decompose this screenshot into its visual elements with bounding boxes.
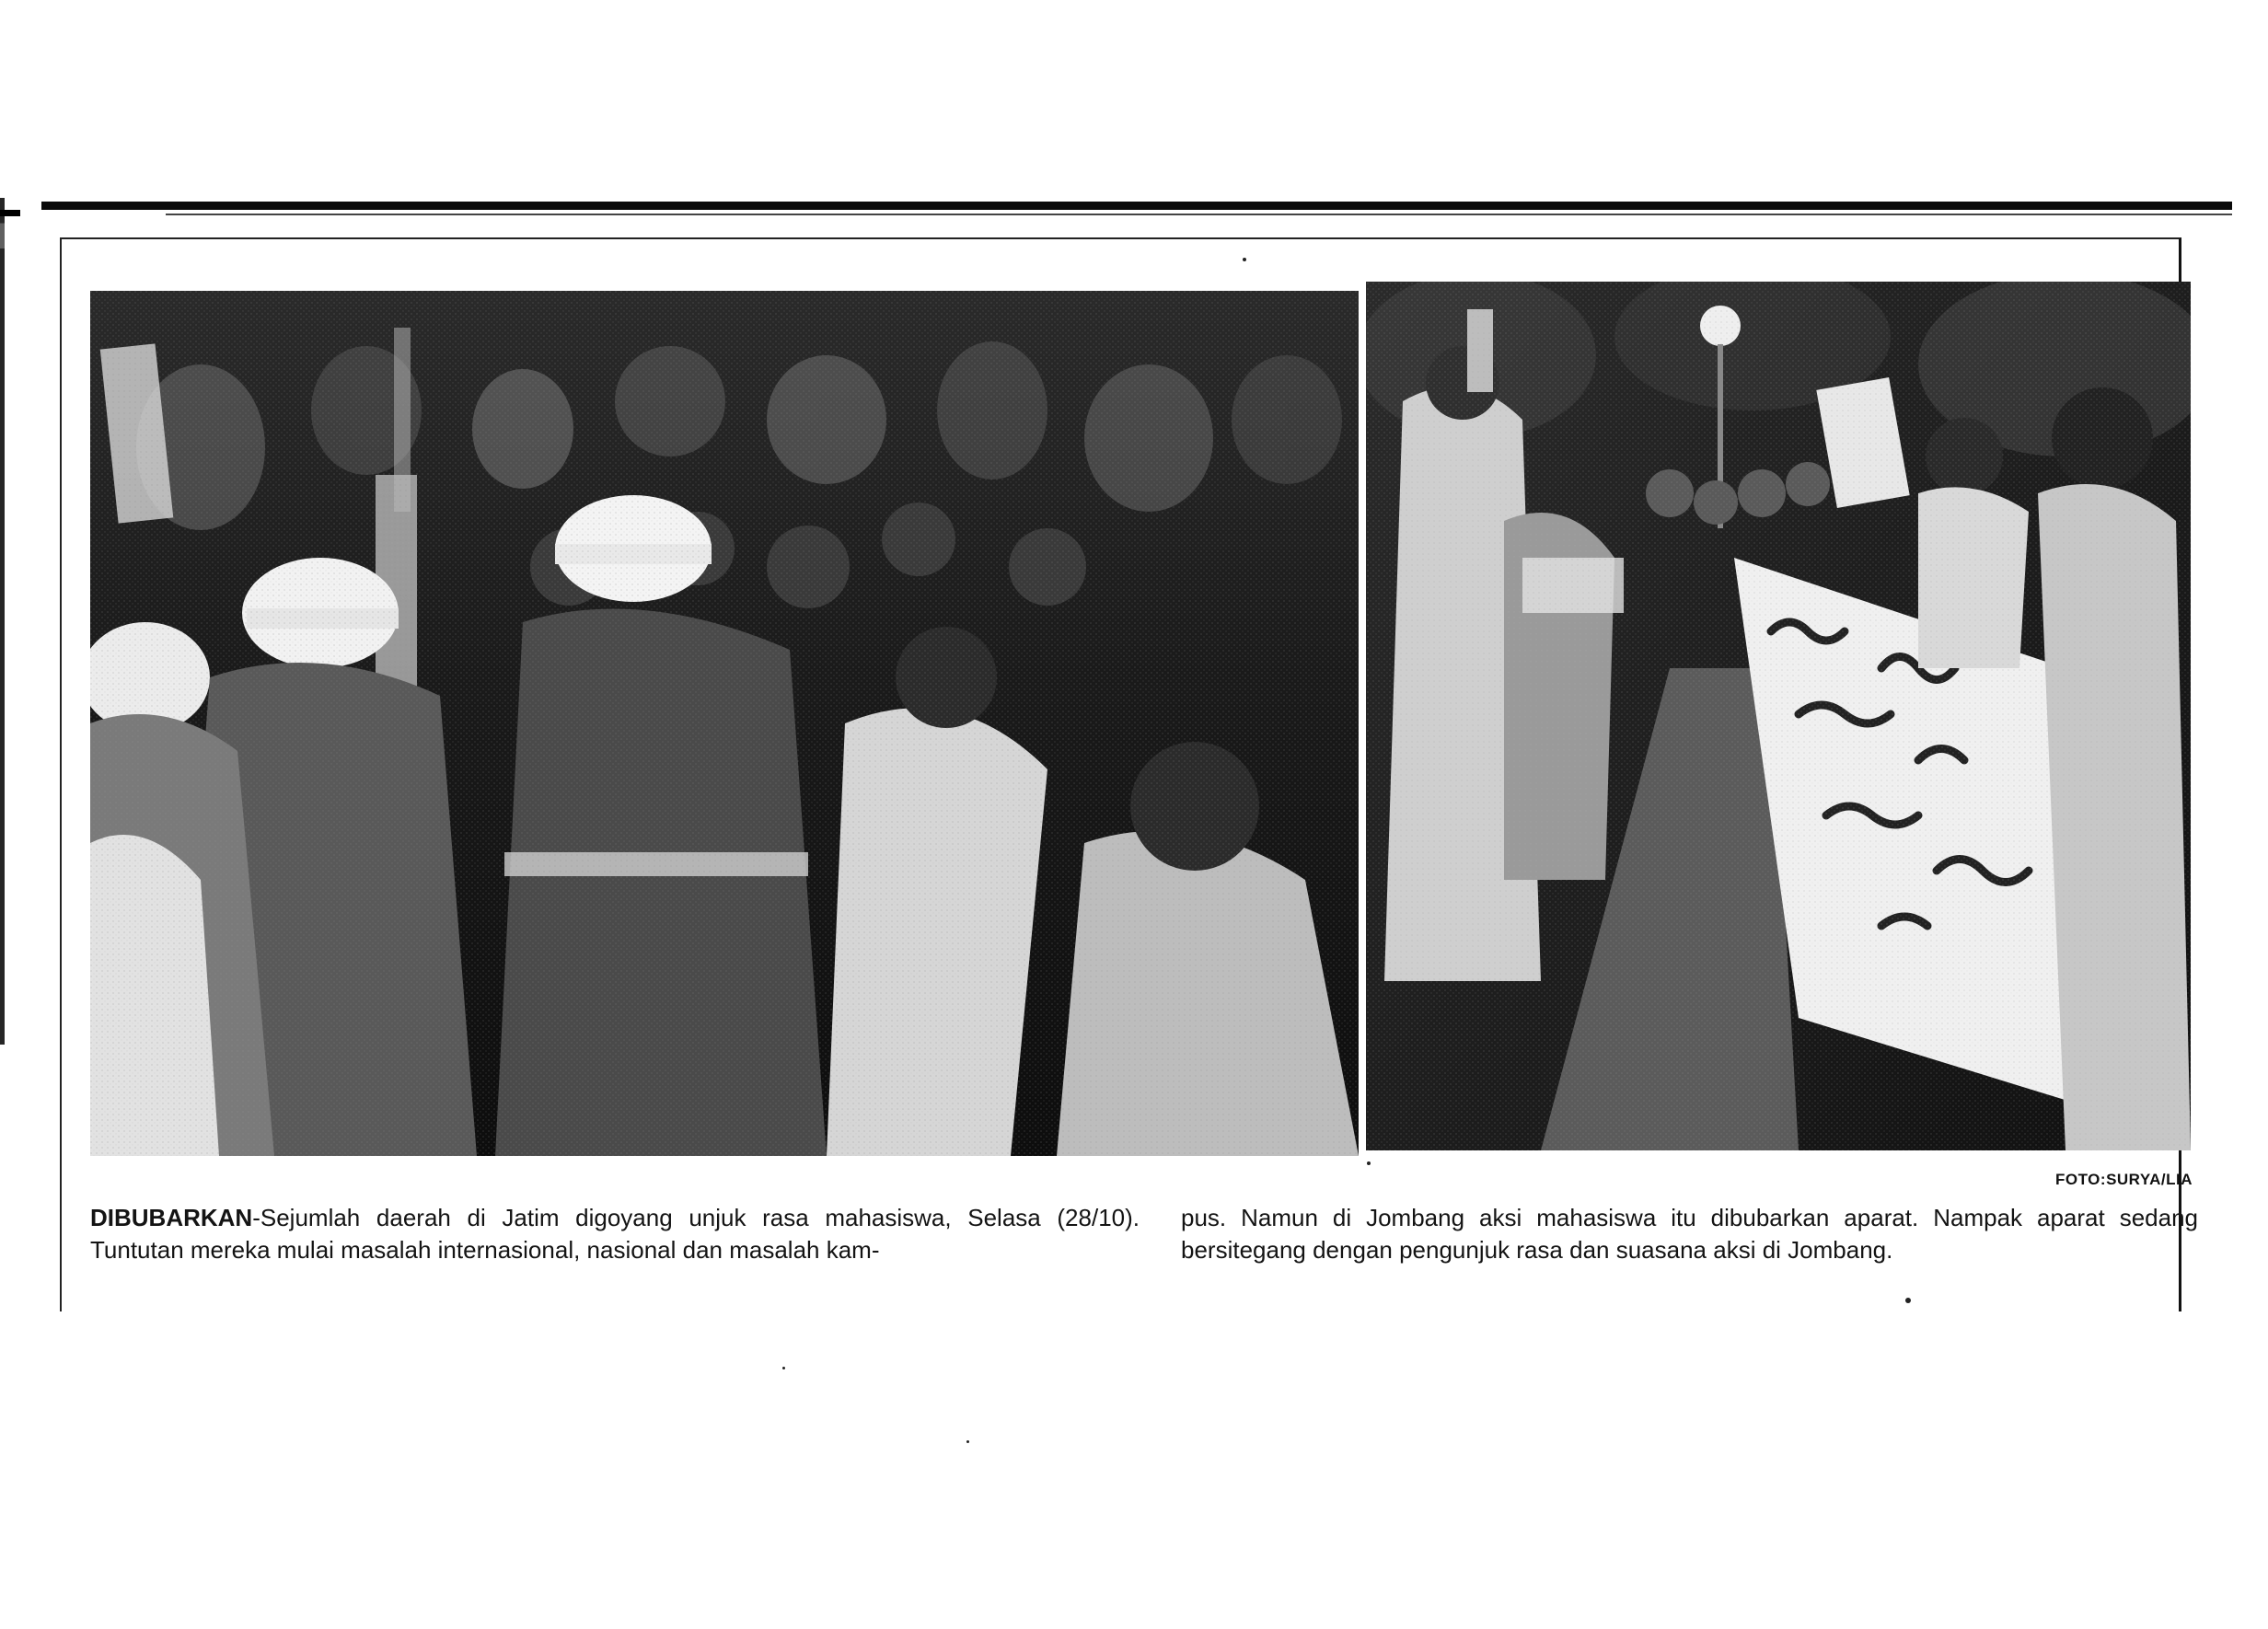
photo-credit: FOTO:SURYA/LIA [2055, 1171, 2193, 1188]
page-top-rule [41, 202, 2232, 210]
speck-mark [1367, 1161, 1371, 1165]
caption-text-left: -Sejumlah daerah di Jatim digoyang unjuk rasa mahasiswa, Selasa (28/10). Tuntutan mereka mulai masalah internasional, nasional dan masalah kam- [90, 1204, 1140, 1264]
speck-mark [782, 1367, 785, 1369]
jombang-protest-banner-photo [1366, 282, 2191, 1150]
students-and-police-clash-photo [90, 291, 1359, 1156]
caption-column-right: pus. Namun di Jombang aksi mahasiswa itu dibubarkan aparat. Nampak aparat sedang bersitegang dengan pengunjuk rasa dan suasana aksi di Jombang. [1181, 1204, 2198, 1264]
scan-edge-shadow [0, 198, 5, 1045]
clash-photo-drawing [90, 291, 1359, 1156]
speck-mark [966, 1440, 969, 1443]
caption-kicker: DIBUBARKAN [90, 1204, 253, 1231]
photo-caption [90, 1202, 2198, 1266]
scan-edge-mark [0, 210, 20, 216]
caption-column-left [90, 1202, 1140, 1266]
page-top-rule-thin [166, 214, 2232, 215]
banner-photo-drawing [1366, 282, 2191, 1150]
speck-mark [1905, 1298, 1911, 1303]
speck-mark [1243, 258, 1246, 261]
